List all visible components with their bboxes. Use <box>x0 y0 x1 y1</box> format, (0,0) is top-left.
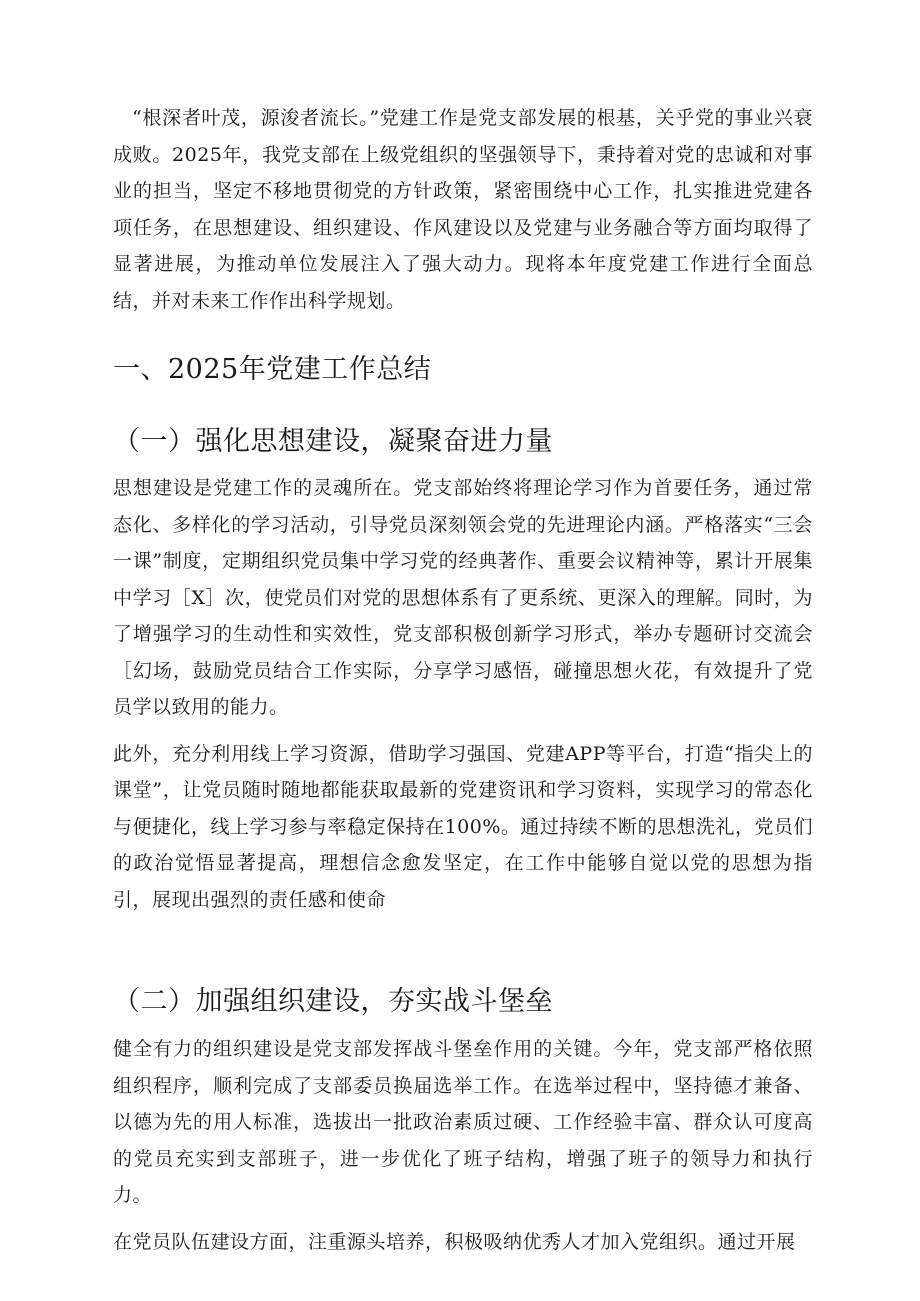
document-page <box>113 100 813 1260</box>
section-heading: 一、2025年党建工作总结 <box>113 354 432 385</box>
paragraph-ideology-2: 此外，充分利用线上学习资源，借助学习强国、党建APP等平台，打造“指尖上的课堂”，让党员随时随地都能获取最新的党建资讯和学习资料，实现学习的常态化与便捷化，线上学习参与率稳定保持在100%。通过持续不断的思想洗礼，党员们的政治觉悟显著提高，理想信念愈发坚定，在工作中能够自觉以党的思想为指引，展现出强烈的责任感和使命 <box>113 742 813 911</box>
paragraph-organization-1: 健全有力的组织建设是党支部发挥战斗堡垒作用的关键。今年，党支部严格依照组织程序，顺利完成了支部委员换届选举工作。在选举过程中，坚持德才兼备、以德为先的用人标准，选拔出一批政治素质过硬、工作经验丰富、群众认可度高的党员充实到支部班子，进一步优化了班子结构，增强了班子的领导力和执行力。 <box>113 1038 813 1206</box>
intro-paragraph: “根深者叶茂，源浚者流长。”党建工作是党支部发展的根基，关乎党的事业兴衰成败。2025年，我党支部在上级党组织的坚强领导下，秉持着对党的忠诚和对事业的担当，坚定不移地贯彻党的方针政策，紧密围绕中心工作，扎实推进党建各项任务，在思想建设、组织建设、作风建设以及党建与业务融合等方面均取得了显著进展，为推动单位发展注入了强大动力。现将本年度党建工作进行全面总结，并对未来工作作出科学规划。 <box>113 107 813 312</box>
subsection-heading-ideology: （一）强化思想建设，凝聚奋进力量 <box>113 426 553 457</box>
paragraph-organization-2: 在党员队伍建设方面，注重源头培养，积极吸纳优秀人才加入党组织。通过开展 <box>113 1230 796 1253</box>
paragraph-ideology-1: 思想建设是党建工作的灵魂所在。党支部始终将理论学习作为首要任务，通过常态化、多样化的学习活动，引导党员深刻领会党的先进理论内涵。严格落实“三会一课”制度，定期组织党员集中学习党的经典著作、重要会议精神等，累计开展集中学习［X］次，使党员们对党的思想体系有了更系统、更深入的理解。同时，为了增强学习的生动性和实效性，党支部积极创新学习形式，举办专题研讨交流会［幻场，鼓励党员结合工作实际，分享学习感悟，碰撞思想火花，有效提升了党员学以致用的能力。 <box>113 477 813 718</box>
subsection-heading-organization: （二）加强组织建设，夯实战斗堡垒 <box>113 986 553 1017</box>
